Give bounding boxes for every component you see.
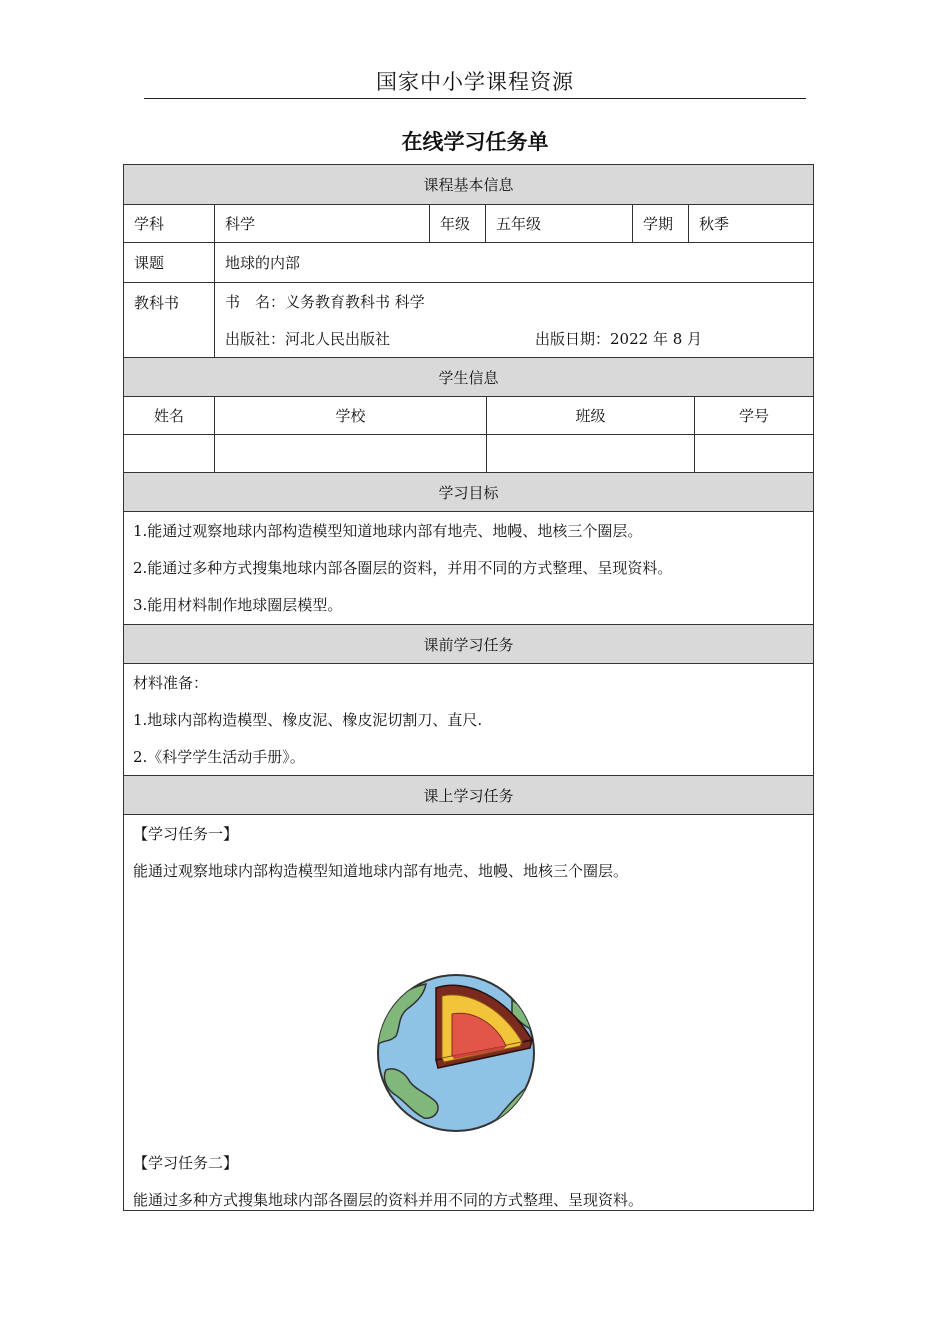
section-pre-class: 课前学习任务 [124,624,813,663]
objective-item: 1.能通过观察地球内部构造模型知道地球内部有地壳、地幔、地核三个圈层。 [133,522,643,540]
col-class: 班级 [486,397,694,434]
grade-value: 五年级 [485,205,632,242]
name-field[interactable] [124,435,214,472]
objectives-list [124,512,813,624]
pre-class-list [124,664,813,775]
task-sheet-table [123,164,814,1211]
student-id-field[interactable] [694,435,813,472]
topic-row [124,242,813,282]
in-class-content [124,815,813,1210]
subject-label: 学科 [134,215,165,233]
in-class-body [124,814,813,1210]
header-divider [144,98,806,99]
topic-label: 课题 [134,254,165,272]
site-header: 国家中小学课程资源 [376,70,574,94]
task2-text: 能通过多种方式搜集地球内部各圈层的资料并用不同的方式整理、呈现资料。 [133,1191,644,1209]
publisher: 出版社：河北人民出版社 [225,330,391,348]
book-name: 书 名：义务教育教科书 科学 [225,293,425,311]
objective-item: 3.能用材料制作地球圈层模型。 [133,596,343,614]
task1-title: 【学习任务一】 [133,825,239,843]
textbook-row [124,282,813,357]
col-student-id: 学号 [694,397,813,434]
col-name: 姓名 [153,407,184,425]
section-course-info: 课程基本信息 [124,165,813,204]
task1-text: 能通过观察地球内部构造模型知道地球内部有地壳、地幔、地核三个圈层。 [133,862,629,880]
objective-item: 2.能通过多种方式搜集地球内部各圈层的资料，并用不同的方式整理、呈现资料。 [133,559,673,577]
grade-label: 年级 [429,205,485,242]
earth-illustration [133,890,804,1145]
topic-value: 地球的内部 [214,243,813,282]
term-label: 学期 [632,205,688,242]
materials-intro: 材料准备： [133,674,209,692]
student-header-row [124,396,813,434]
pre-class-body [124,663,813,775]
subject-value: 科学 [214,205,429,242]
publish-date: 出版日期：2022 年 8 月 [535,330,703,348]
subject-row [124,204,813,242]
class-field[interactable] [486,435,694,472]
publisher-line [225,328,803,365]
school-field[interactable] [214,435,486,472]
section-in-class: 课上学习任务 [124,775,813,814]
material-item: 2.《科学学生活动手册》。 [133,748,305,766]
col-school: 学校 [214,397,486,434]
section-student-info: 学生信息 [124,357,813,396]
section-objectives: 学习目标 [124,472,813,511]
material-item: 1.地球内部构造模型、橡皮泥、橡皮泥切割刀、直尺. [133,711,483,729]
term-value: 秋季 [688,205,813,242]
page-title: 在线学习任务单 [401,129,549,154]
objectives-body [124,511,813,624]
textbook-label: 教科书 [134,294,180,312]
student-input-row [124,434,813,472]
earth-cross-section-icon [376,970,538,1134]
task2-title: 【学习任务二】 [133,1154,239,1172]
textbook-details [214,283,813,357]
